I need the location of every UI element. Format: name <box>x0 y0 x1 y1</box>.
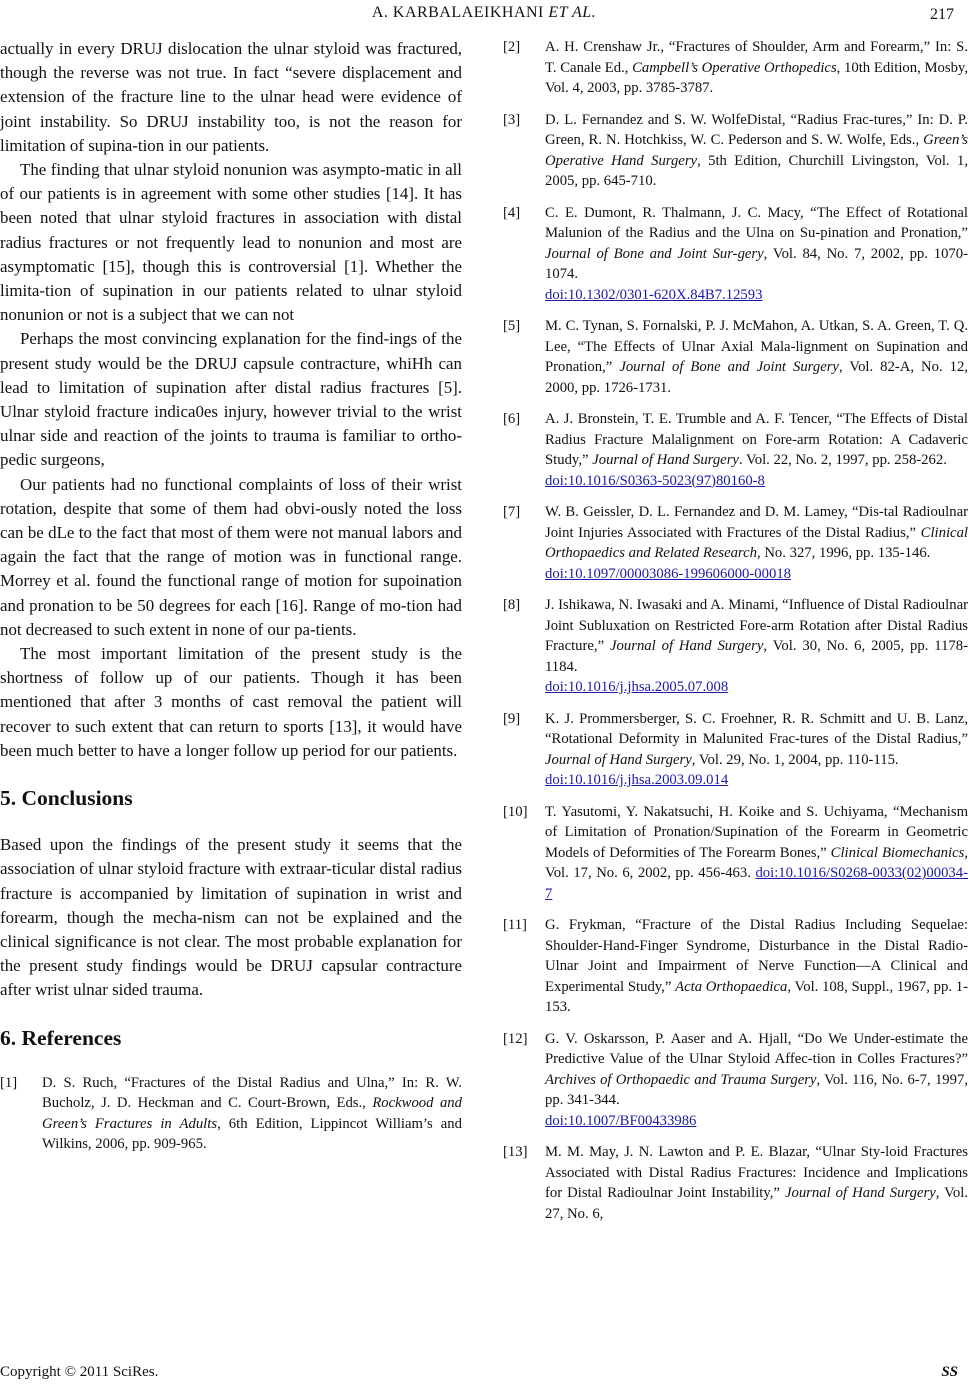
reference-text: C. E. Dumont, R. Thalmann, J. C. Macy, “The Effect of Rotational Malunion of the Radius and the Ulna on Su-pination and Pronation,” <box>545 204 968 241</box>
reference-source: Campbell’s Operative Orthopedics <box>632 59 837 76</box>
reference-source: Journal of Hand Surgery <box>784 1185 936 1201</box>
reference-source: Archives of Orthopaedic and Trauma Surgery <box>545 1071 817 1088</box>
reference-item <box>503 316 968 398</box>
copyright-notice: Copyright © 2011 SciRes. <box>0 1364 159 1380</box>
header-authors: A. KARBALAEIKHANI <box>371 4 544 21</box>
reference-text: A. H. Crenshaw Jr., “Fractures of Shoulder, Arm and Forearm,” In: S. T. Canale Ed., <box>545 39 968 76</box>
reference-number: [7] <box>503 504 521 520</box>
reference-item <box>503 595 968 698</box>
body-paragraph: actually in every DRUJ dislocation the ulnar styloid was fractured, though the reverse was not true. In fact “severe displacement and extension of the fracture line to the ulnar head were evidence of joint instability. So DRUJ instability too, is not the reason for limitation of supina-tion in our patients. <box>0 39 462 155</box>
reference-source: Journal of Hand Surgery <box>592 452 739 468</box>
reference-source: Journal of Bone and Joint Surgery <box>619 359 839 375</box>
reference-details: , Vol. 84, No. 7, 2002, pp. 1070-1074. <box>545 245 968 282</box>
reference-number: [10] <box>503 803 528 820</box>
reference-item <box>503 203 968 306</box>
reference-details: , Vol. 82-A, No. 12, 2000, pp. 1726-1731. <box>545 359 968 396</box>
reference-details: , Vol. 27, No. 6, <box>545 1185 968 1222</box>
header-et-al: ET AL. <box>548 4 597 21</box>
reference-details: , 5th Edition, Churchill Livingston, Vol. 1, 2005, pp. 645-710. <box>545 152 968 189</box>
reference-number: [11] <box>503 917 527 933</box>
doi-link[interactable]: doi:10.1016/j.jhsa.2005.07.008 <box>545 679 729 695</box>
reference-details: , No. 327, 1996, pp. 135-146. <box>756 545 931 561</box>
doi-link[interactable]: doi:10.1016/S0363-5023(97)80160-8 <box>545 472 765 489</box>
reference-text: J. Ishikawa, N. Iwasaki and A. Minami, “Influence of Distal Radioulnar Joint Subluxation on Restricted Fore-arm Rotation after Distal Radius Fracture,” <box>545 597 968 654</box>
reference-source: Journal of Hand Surgery <box>545 751 692 768</box>
reference-text: D. L. Fernandez and S. W. WolfeDistal, “Radius Frac-tures,” In: D. P. Green, R. N. Hotchkiss, W. C. Pederson and S. W. Wolfe, Eds., <box>545 111 968 148</box>
reference-number: [2] <box>503 39 521 55</box>
doi-link[interactable]: doi:10.1302/0301-620X.84B7.12593 <box>545 286 763 303</box>
reference-number: [8] <box>503 597 521 613</box>
reference-details: , Vol. 108, Suppl., 1967, pp. 1-153. <box>545 978 968 1015</box>
reference-item <box>503 37 968 99</box>
reference-text: M. M. May, J. N. Lawton and P. E. Blazar, “Ulnar Sty-loid Fractures Associated with Distal Radius Fractures: Incidence and Implications for Distal Radioulnar Joint Instability,” <box>545 1144 968 1201</box>
reference-details: , Vol. 116, No. 6-7, 1997, pp. 341-344. <box>545 1071 968 1108</box>
right-column <box>503 37 968 1235</box>
running-header-title <box>0 4 968 22</box>
reference-source: Acta Orthopaedica <box>675 978 788 995</box>
body-paragraph: Our patients had no functional complaints of loss of their wrist rotation, despite that some of them had obvi-ously noted the loss can be dLe to the fact that most of them were not manual labors and again the fact that the range of motion was in functional range. Morrey et al. found the functional range of motion for supoination and pronation to be 50 degrees for each [16]. Range of mo-tion had not decreased to such extent in none of our pa-tients. <box>0 474 462 639</box>
reference-number: [9] <box>503 710 521 727</box>
reference-item <box>503 409 968 491</box>
reference-source: Clinical Biomechanics <box>830 844 965 861</box>
conclusions-paragraph: Based upon the findings of the present study it seems that the association of ulnar styloid fracture with extraar-ticular distal radius fracture is accompanied by limitation of supination in wrist and forearm, though the mecha-nism can not be explained and the clinical significance is not clear. The most probable explanation for the present study findings would be DRUJ capsular contracture after wrist ulnar sided trauma. <box>0 835 462 1000</box>
doi-link[interactable]: doi:10.1016/S0268-0033(02)00034-7 <box>545 865 968 902</box>
page-number: 217 <box>930 6 954 23</box>
reference-item <box>503 502 968 584</box>
reference-source: Green’s Operative Hand Surgery <box>545 132 968 169</box>
references-heading: 6. References <box>0 1025 122 1050</box>
reference-text: A. J. Bronstein, T. E. Trumble and A. F. Tencer, “The Effects of Distal Radius Fracture Malalignment on Fore-arm Rotation: A Cadaveric Study,” <box>545 411 968 468</box>
reference-details: , 6th Edition, Lippincot William’s and Wilkins, 2006, pp. 909-965. <box>42 1115 462 1153</box>
reference-details: , Vol. 17, No. 6, 2002, pp. 456-463. <box>545 844 968 881</box>
reference-details: . Vol. 22, No. 2, 1997, pp. 258-262. <box>738 452 947 468</box>
reference-item <box>503 1029 968 1132</box>
reference-source: Journal of Hand Surgery <box>610 638 764 654</box>
reference-source: Clinical Orthopaedics and Related Research <box>545 524 968 561</box>
reference-source: Rockwood and Green’s Fractures in Adults <box>42 1095 462 1132</box>
body-paragraph: The finding that ulnar styloid nonunion was asympto-matic in all of our patients is in agreement with some other studies [14]. It has been noted that ulnar styloid fractures in association with distal radius fractures or not frequently lead to nonunion and most are asymptomatic [15], though this is controversial [1]. Whether the limita-tion of supination in our patients related to ulnar styloid nonunion or not is a subject that we can not <box>0 160 462 325</box>
doi-link[interactable]: doi:10.1007/BF00433986 <box>545 1112 697 1129</box>
reference-item <box>503 110 968 192</box>
reference-text: M. C. Tynan, S. Fornalski, P. J. McMahon, A. Utkan, S. A. Green, T. Q. Lee, “The Effects of Ulnar Axial Mala-lignment on Supination and Pronation,” <box>545 318 968 375</box>
reference-text: D. S. Ruch, “Fractures of the Distal Radius and Ulna,” In: R. W. Bucholz, J. D. Heckman and C. Court-Brown, Eds., <box>42 1074 462 1112</box>
reference-item <box>503 802 968 905</box>
body-paragraph: The most important limitation of the present study is the shortness of follow up of our patients. Though it has been mentioned that after 3 months of cast removal the patient will recover to such extent that can return to sports [13], it would have been much better to have a longer follow up period for our patients. <box>0 644 462 760</box>
reference-number: [4] <box>503 204 521 221</box>
reference-number: [1] <box>0 1074 18 1091</box>
reference-text: G. Frykman, “Fracture of the Distal Radius Including Sequelae: Shoulder-Hand-Finger Syndrome, Disturbance in the Distal Radio-Ulnar Joint and Impairment of Nerve Function—A Clinical and Experimental Study,” <box>545 917 968 995</box>
page-footer <box>0 1364 968 1386</box>
journal-abbreviation: SS <box>941 1364 958 1380</box>
reference-number: [5] <box>503 318 521 334</box>
reference-number: [12] <box>503 1030 528 1047</box>
running-header <box>0 4 968 28</box>
left-column <box>0 37 462 1166</box>
reference-details: , 10th Edition, Mosby, Vol. 4, 2003, pp. 3785-3787. <box>545 59 968 96</box>
reference-item <box>0 1073 462 1155</box>
reference-details: , Vol. 30, No. 6, 2005, pp. 1178-1184. <box>545 638 968 675</box>
doi-link[interactable]: doi:10.1097/00003086-199606000-00018 <box>545 565 792 582</box>
reference-details: , Vol. 29, No. 1, 2004, pp. 110-115. <box>691 751 899 768</box>
reference-number: [6] <box>503 411 521 427</box>
conclusions-heading: 5. Conclusions <box>0 786 133 811</box>
reference-item <box>503 1142 968 1224</box>
reference-source: Journal of Bone and Joint Sur-gery <box>545 245 764 262</box>
reference-text: G. V. Oskarsson, P. Aaser and A. Hjall, “Do We Under-estimate the Predictive Value of the Ulnar Styloid Affec-tion in Colles Fractures?” <box>545 1030 968 1067</box>
reference-item <box>503 915 968 1018</box>
reference-item <box>503 709 968 791</box>
reference-text: T. Yasutomi, Y. Nakatsuchi, H. Koike and S. Uchiyama, “Mechanism of Limitation of Pronation/Supination of the Forearm in Geometric Models of Deformities of The Forearm Bones,” <box>545 803 968 861</box>
reference-text: W. B. Geissler, D. L. Fernandez and D. M. Lamey, “Dis-tal Radioulnar Joint Injuries Associated with Fractures of the Distal Radius,” <box>545 504 968 541</box>
reference-number: [13] <box>503 1144 528 1160</box>
reference-text: K. J. Prommersberger, S. C. Froehner, R. R. Schmitt and U. B. Lanz, “Rotational Deformity in Malunited Frac-tures of the Distal Radius,” <box>545 710 968 747</box>
doi-link[interactable]: doi:10.1016/j.jhsa.2003.09.014 <box>545 772 729 788</box>
body-paragraph: Perhaps the most convincing explanation for the find-ings of the present study would be the DRUJ capsule contracture, whiHh can lead to limitation of supination after distal radius fractures [5]. Ulnar styloid fracture indica0es injury, however trivial to the wrist ulnar side and reaction of the joints to trauma is familiar to ortho-pedic surgeons, <box>0 329 462 470</box>
reference-number: [3] <box>503 111 521 128</box>
